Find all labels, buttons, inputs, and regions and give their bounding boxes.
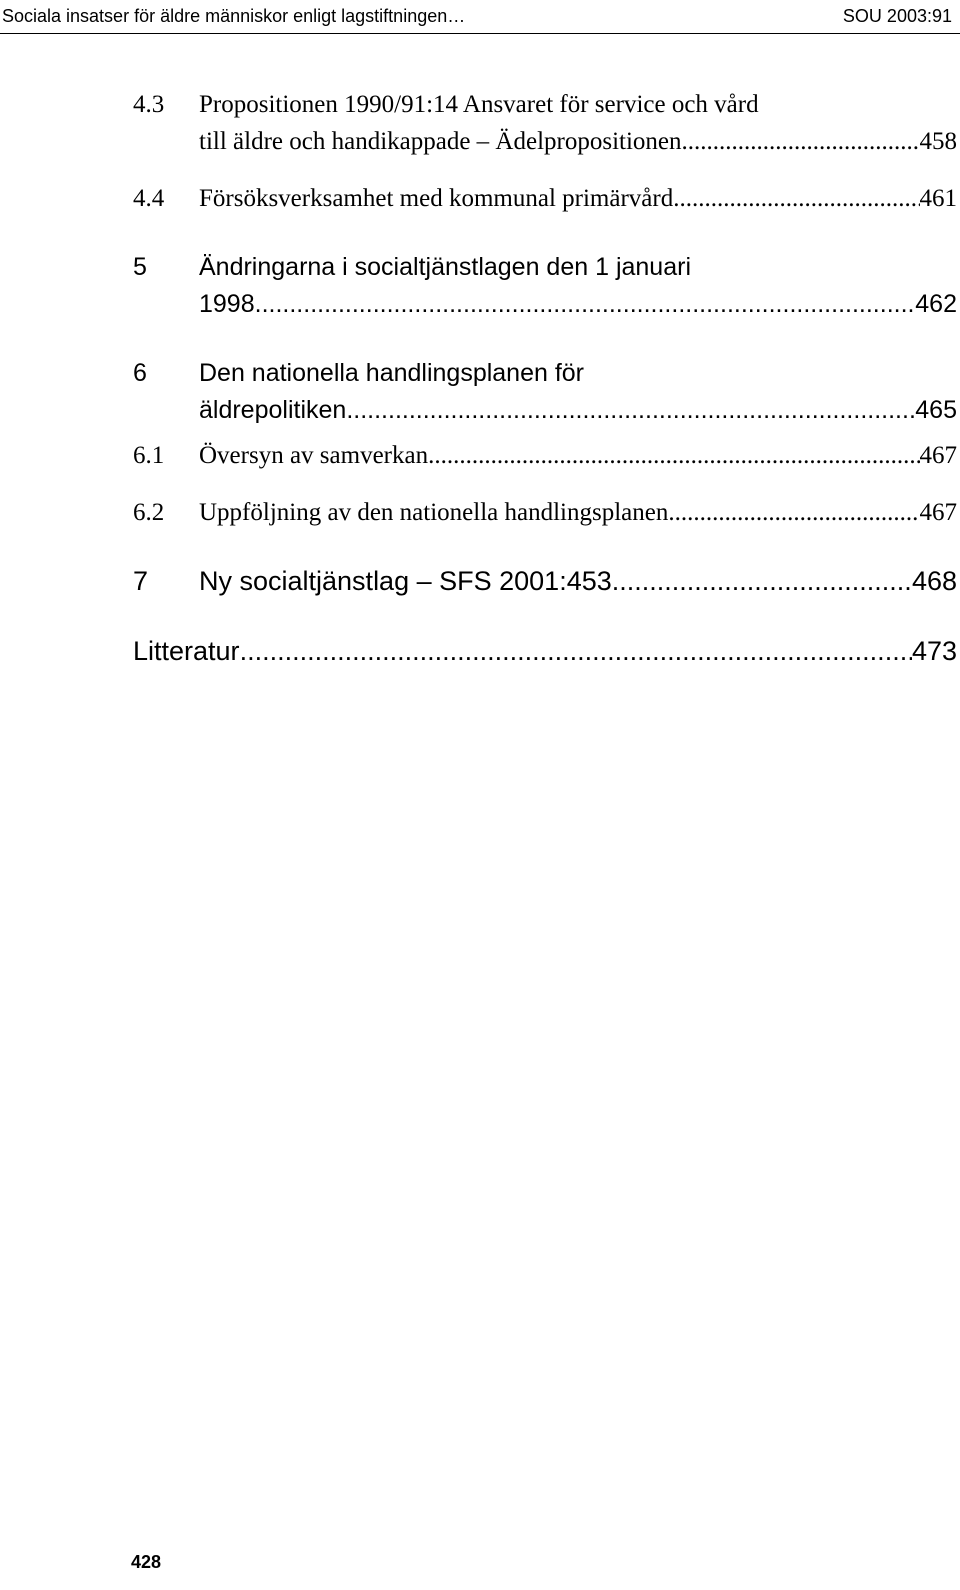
toc-number: 4.3 [133, 91, 165, 118]
toc-page-number: 467 [919, 442, 957, 469]
toc-number: 6.2 [133, 499, 165, 526]
dot-leader [612, 561, 912, 601]
dot-leader [346, 392, 915, 429]
toc-entry-6-1[interactable] [133, 437, 957, 474]
toc-title-line: 1998 [199, 290, 255, 318]
toc-entry-6-2[interactable] [133, 494, 957, 531]
dot-leader [673, 180, 919, 217]
toc-entry-litteratur[interactable] [133, 631, 957, 671]
toc-title: Försöksverksamhet med kommunal primärvård [199, 185, 674, 212]
dot-leader [255, 286, 916, 323]
toc-page-number: 465 [915, 396, 957, 424]
toc-title: Översyn av samverkan [199, 442, 429, 469]
dot-leader [240, 631, 912, 671]
header-report-id: SOU 2003:91 [842, 6, 952, 26]
toc-title-line: äldrepolitiken [199, 396, 347, 424]
toc-page-number: 462 [915, 290, 957, 318]
toc-title-line: Propositionen 1990/91:14 Ansvaret för service och vård [199, 91, 759, 118]
toc-page-number: 473 [911, 636, 957, 666]
toc-number: 6.1 [133, 442, 165, 469]
header-rule [0, 33, 960, 34]
toc-number: 5 [133, 253, 147, 281]
toc-number: 4.4 [133, 185, 165, 212]
toc-number: 7 [133, 566, 149, 596]
toc-entry-4-3[interactable] [133, 86, 957, 160]
toc-page-number: 468 [911, 566, 957, 596]
running-header [0, 0, 960, 34]
toc-page-number: 458 [919, 128, 957, 155]
dot-leader [428, 437, 919, 474]
dot-leader [682, 123, 920, 160]
table-of-contents [133, 86, 957, 671]
toc-title-line: till äldre och handikappade – Ädelpropositionen [199, 128, 682, 155]
toc-page-number: 461 [919, 185, 957, 212]
toc-entry-6[interactable] [133, 355, 957, 429]
toc-title-line: Ändringarna i socialtjänstlagen den 1 januari [199, 253, 691, 281]
toc-entry-7[interactable] [133, 561, 957, 601]
toc-page-number: 467 [919, 499, 957, 526]
toc-title: Ny socialtjänstlag – SFS 2001:453 [199, 566, 612, 596]
dot-leader [668, 494, 919, 531]
toc-title: Uppföljning av den nationella handlingsplanen [199, 499, 669, 526]
toc-entry-4-4[interactable] [133, 180, 957, 217]
toc-title-line: Den nationella handlingsplanen för [199, 359, 585, 387]
page-number: 428 [131, 1552, 162, 1572]
toc-entry-5[interactable] [133, 249, 957, 323]
toc-number: 6 [133, 359, 147, 387]
toc-title: Litteratur [133, 636, 240, 666]
header-title: Sociala insatser för äldre människor enligt lagstiftningen… [2, 6, 466, 26]
